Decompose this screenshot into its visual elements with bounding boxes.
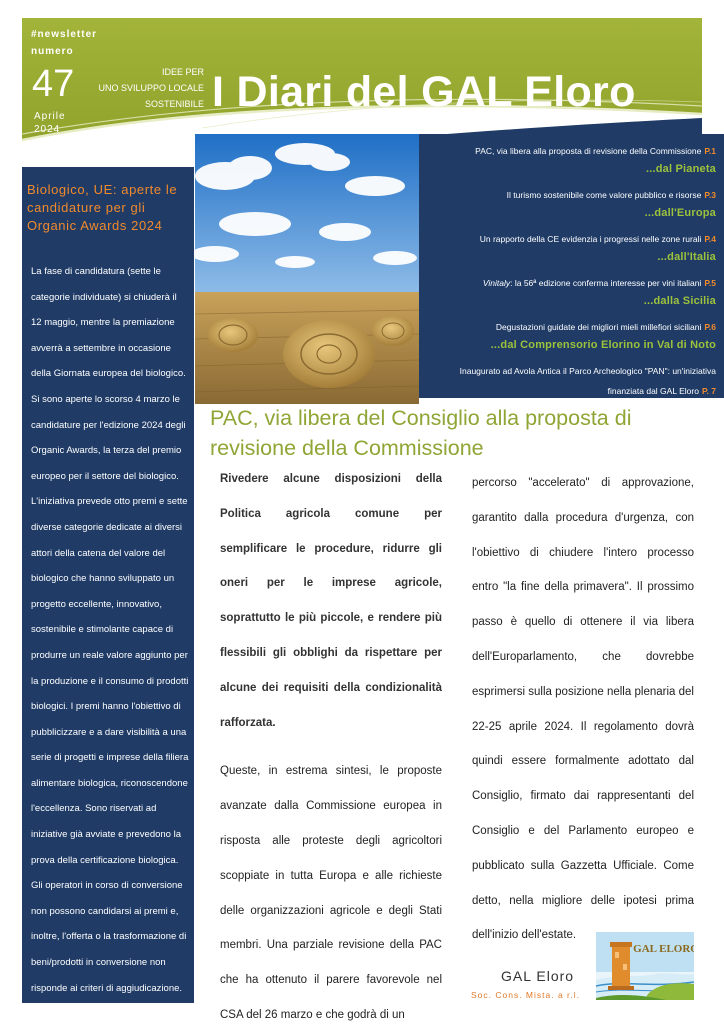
toc-section-pianeta: ...dal Pianeta [645, 163, 716, 175]
sidebar-article-body: La fase di candidatura (sette le categorie individuate) si chiuderà il 12 maggio, mentre la premiazione avverrà a settembre in occasione della Giornata europea del biologico. Si sono aperte lo scorso 4 marzo le candidature per l'edizione 2024 degli Organic Awards, la terza del premio europeo per il settore del biologico. L'iniziativa prevede otto premi e sette diverse categorie dedicate ai diversi attori della catena del valore del biologico che hanno sviluppato un progetto eccellente, innovativo, sostenibile e stimolante capace di produrre un reale valore aggiunto per la produzione e il consumo di prodotti biologici. I premi hanno l'obiettivo di pubblicizzare e a dare visibilità a una serie di progetti e imprese della filiera alimentare biologica, riconoscendone l'eccellenza. Sono riservati ad iniziative già avviate e prevedono la prova della certificazione biologica. Gli operatori in corso di conversione non possono candidarsi ai premi e, inoltre, l'offerta o la trasformazione di beni/prodotti in conversione non risponde ai criteri di aggiudicazione. [31, 266, 189, 994]
toc-entry-continued[interactable] [608, 381, 716, 399]
organization-type: Soc. Cons. Mista. a r.l. [471, 990, 581, 1000]
hay-bale-right [372, 316, 414, 346]
issue-date [34, 110, 66, 136]
sidebar-article-title: Biologico, UE: aperte le candidature per gli Organic Awards 2024 [27, 182, 178, 233]
toc-page-ref: P.1 [704, 146, 716, 156]
hay-bale-left [208, 318, 258, 352]
toc-entry-text: Un rapporto della CE evidenzia i progressi nelle zone rurali [479, 234, 702, 244]
toc-section-italia: ...dall'Italia [657, 251, 716, 263]
newsletter-title: I Diari del GAL Eloro [212, 68, 636, 116]
tagline-line3: SOSTENIBILE [144, 99, 204, 109]
issue-month: Aprile [34, 111, 66, 122]
toc-entry-text: finanziata dal GAL Eloro [607, 386, 699, 396]
toc-entry[interactable] [480, 229, 716, 247]
toc-entry-text: Inaugurato ad Avola Antica il Parco Archeologico "PAN": un'iniziativa [459, 366, 716, 376]
newsletter-label-line1: #newsletter [31, 29, 98, 40]
article-title: PAC, via libera del Consiglio alla proposta di revisione della Commissione [210, 406, 632, 460]
article-paragraph: percorso "accelerato" di approvazione, garantito dalla procedura d'urgenza, con l'obiettivo di chiudere l'intero processo entro "la fine della primavera". Il prossimo passo è quello di ottenere il via libera dell'Europarlamento, che dovrebbe esprimersi sulla posizione nella plenaria del 22-25 aprile 2024. Il regolamento dovrà quindi essere formalmente adottato dal Consiglio, firmato dai rappresentanti del Consiglio e del Parlamento europeo e pubblicato sulla Gazzetta Ufficiale. Come detto, nella migliore delle ipotesi prima dell'inizio dell'estate. [472, 477, 694, 942]
article-column-right [472, 466, 694, 967]
toc-entry[interactable] [483, 273, 716, 291]
toc-entry[interactable] [507, 185, 716, 203]
tagline [92, 64, 204, 112]
toc-entry[interactable] [460, 361, 716, 379]
toc-section-comprensorio: ...dal Comprensorio Elorino in Val di Noto [490, 339, 716, 351]
article-paragraph: Queste, in estrema sintesi, le proposte avanzate dalla Commissione europea in risposta alle proteste degli agricoltori scoppiate in tutta Europa e alle richieste delle organizzazioni agricole e degli Stati membri. Una parziale revisione della PAC che ha ottenuto il parere favorevole nel CSA del 26 marzo e che godrà di un [220, 765, 442, 1021]
tagline-line1: IDEE PER [161, 67, 204, 77]
article-lead: Rivedere alcune disposizioni della Politica agricola comune per semplificare le procedure, ridurre gli oneri per le imprese agricole, soprattutto le più piccole, e rendere più flessibili gli obblighi da rispettare per alcune dei requisiti della condizionalità rafforzata. [220, 473, 442, 729]
table-of-contents [419, 134, 724, 398]
toc-entry-text: Il turismo sostenibile come valore pubblico e risorse [506, 190, 702, 200]
article-column-left [220, 462, 442, 1024]
toc-entry-text: Degustazioni guidate dei migliori mieli millefiori siciliani [495, 322, 702, 332]
toc-page-ref: P.6 [704, 322, 716, 332]
toc-section-sicilia: ...dalla Sicilia [643, 295, 716, 307]
toc-page-ref: P.3 [704, 190, 716, 200]
issue-year: 2024 [34, 124, 61, 135]
toc-page-ref: P.4 [704, 234, 716, 244]
sidebar-article [22, 167, 194, 1003]
toc-entry-text: : la 56ª edizione conferma interesse per vini italiani [510, 278, 702, 288]
hay-bales-photo [195, 134, 419, 404]
toc-entry[interactable] [496, 317, 716, 335]
toc-entry[interactable] [475, 141, 716, 159]
gal-eloro-logo [596, 932, 694, 1000]
toc-entry-text-emphasis: Vinitaly [482, 278, 511, 288]
hay-bale-center [283, 320, 375, 388]
toc-section-europa: ...dall'Europa [644, 207, 716, 219]
tagline-line2: UNO SVILUPPO LOCALE [98, 83, 204, 93]
newsletter-label [31, 26, 97, 60]
toc-page-ref: P.5 [704, 278, 716, 288]
organization-name: GAL Eloro [501, 968, 575, 984]
newsletter-label-line2: numero [31, 46, 74, 57]
issue-number: 47 [32, 63, 75, 105]
toc-page-ref: P. 7 [701, 386, 716, 396]
logo-text: GAL ELORO [633, 943, 694, 955]
toc-entry-text: PAC, via libera alla proposta di revisione della Commissione [475, 146, 702, 156]
